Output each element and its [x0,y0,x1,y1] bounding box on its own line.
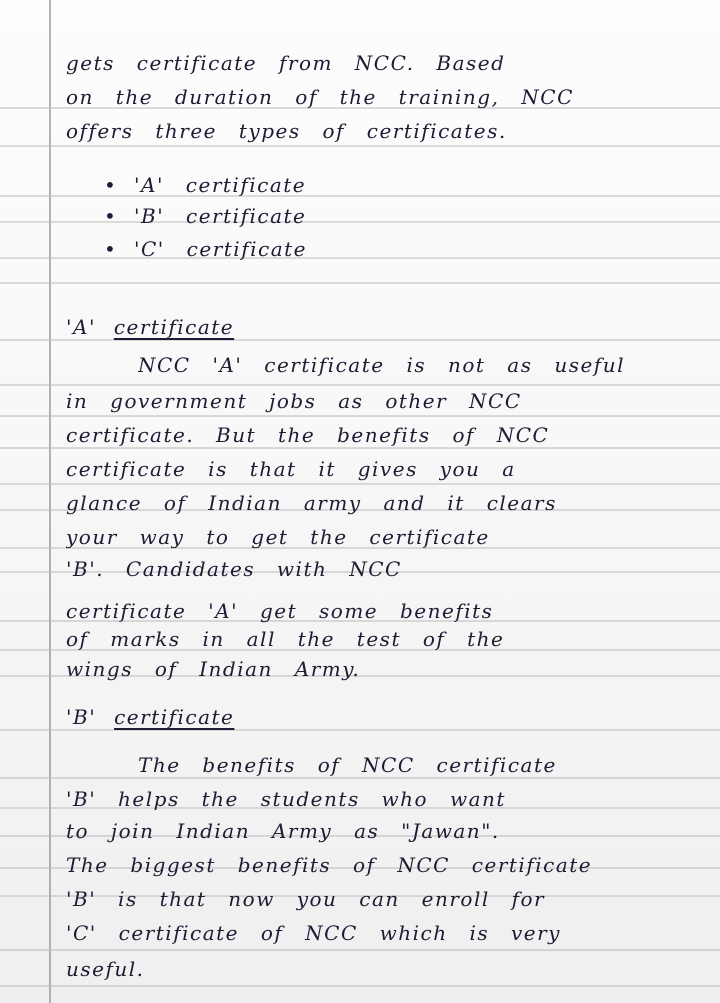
bullet-item-b [104,203,644,229]
section-b-line-1: The benefits of NCC certificate [138,753,557,777]
section-a-para1-line-1: NCC 'A' certificate is not as useful [138,353,625,377]
intro-line-3: offers three types of certificates. [66,119,507,143]
section-a-para1-line-3: certificate. But the benefits of NCC [66,423,550,447]
section-a-title: certificate [113,315,235,339]
section-b-line-2: 'B' helps the students who want [66,787,506,811]
section-b-line-7: useful. [66,957,145,981]
intro-line-2: on the duration of the training, NCC [66,85,574,109]
section-a-para1-line-6: your way to get the certificate [66,525,490,549]
section-b-line-6: 'C' certificate of NCC which is very [66,921,561,945]
section-b-line-5: 'B' is that now you can enroll for [66,887,546,911]
section-a-prefix: 'A' [66,315,96,339]
section-a-para1-line-5: glance of Indian army and it clears [66,491,557,515]
section-a-heading [66,314,234,340]
section-a-para2-line-2: of marks in all the test of the [66,627,505,651]
section-a-para1-line-2: in government jobs as other NCC [66,389,522,413]
bullet-dot-icon: • [104,204,118,228]
section-b-heading [66,704,234,730]
section-a-para1-line-4: certificate is that it gives you a [66,457,516,481]
bullet-text: 'A' certificate [134,173,307,197]
bullet-item-a [104,172,644,198]
section-a-para2-line-3: wings of Indian Army. [66,657,361,681]
bullet-text: 'C' certificate [134,237,307,261]
bullet-dot-icon: • [104,237,118,261]
section-b-line-4: The biggest benefits of NCC certificate [66,853,593,877]
bullet-item-c [104,236,644,262]
intro-line-1: gets certificate from NCC. Based [66,51,506,75]
section-a-para1-line-7: 'B'. Candidates with NCC [66,557,402,581]
section-b-prefix: 'B' [66,705,97,729]
bullet-text: 'B' certificate [134,204,307,228]
section-a-para2-line-1: certificate 'A' get some benefits [66,599,494,623]
section-b-line-3: to join Indian Army as "Jawan". [66,819,500,843]
section-b-title: certificate [114,705,235,729]
bullet-dot-icon: • [104,173,118,197]
